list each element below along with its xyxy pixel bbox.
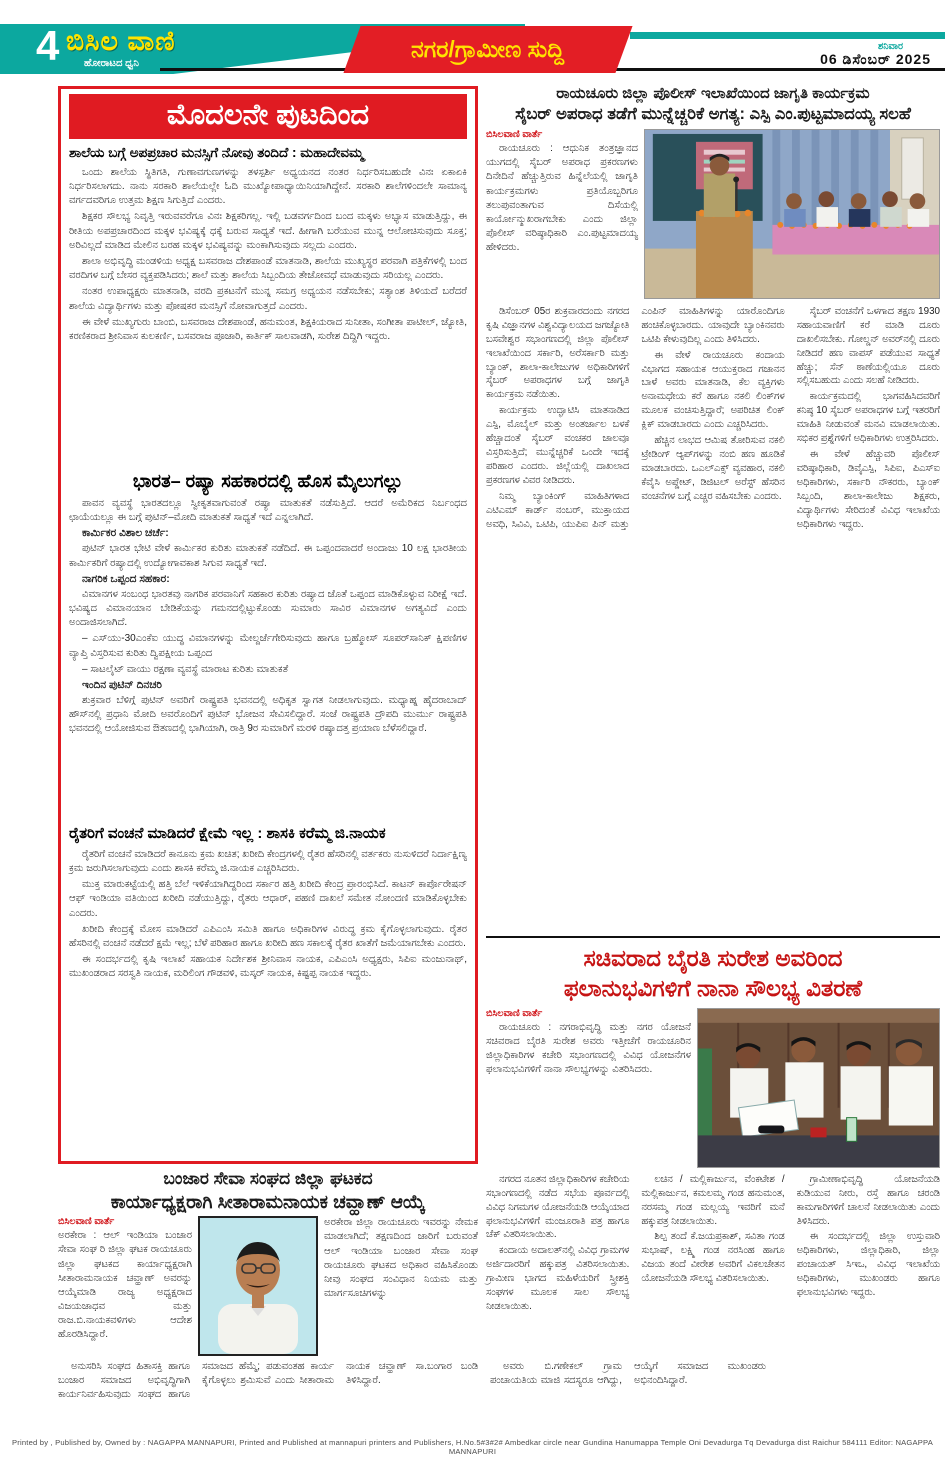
headline-line1: ರಾಯಚೂರು ಜಿಲ್ಲಾ ಪೊಲೀಸ್ ಇಲಾಖೆಯಿಂದ ಜಾಗೃತಿ ಕಾರ್ಯಕ್ರಮ (556, 85, 870, 102)
photo-minister-event (697, 1008, 940, 1168)
article-paragraph: ರಾಯಚೂರು : ಆಧುನಿಕ ತಂತ್ರಜ್ಞಾನದ ಯುಗದಲ್ಲಿ ಸೈಬರ್ ಅಪರಾಧ ಪ್ರಕರಣಗಳು ದಿನೇದಿನೆ ಹೆಚ್ಚುತ್ತಿರುವ ಹಿನ್ನೆಲೆಯಲ್ಲಿ ಜಾಗೃತಿ ಕಾರ್ಯಕ್ರಮಗಳು ಪ್ರತಿಯೊಬ್ಬರಿಗೂ ತಲುಪುವಂತಾಗುವ ದಿಸೆಯಲ್ಲಿ ಕಾರ್ಯೋನ್ಮುಖರಾಗಬೇಕು ಎಂದು ಜಿಲ್ಲಾ ಪೊಲೀಸ್ ವರಿಷ್ಠಾಧಿಕಾರಿ ಎಂ.ಪುಟ್ಟಮಾದಯ್ಯ ಹೇಳಿದರು. (486, 142, 638, 254)
article-minister-distribution (486, 944, 940, 1425)
article-paragraph: ಶಿಲ್ಪ ತಂದೆ ಕೆ.ಜಯಪ್ರಕಾಶ್, ಸವಿತಾ ಗಂಡ ಸುಭಾಷ್, ಲಕ್ಷ್ಮಿ ಗಂಡ ನರಸಿಂಹ ಹಾಗೂ ವಿಜಯ ತಂದೆ ವೀರೇಶ ಅವರಿಗೆ ವಿಕಲಚೇತನ ಯೋಜನೆಯಡಿ ಸೌಲಭ್ಯ ವಿತರಿಸಲಾಯಿತು. (641, 1231, 785, 1285)
article-paragraph: ನಗರದ ನೂತನ ಜಿಲ್ಲಾಧಿಕಾರಿಗಳ ಕಚೇರಿಯ ಸಭಾಂಗಣದಲ್ಲಿ ನಡೆದ ಸಭೆಯ ಪೂರ್ವದಲ್ಲಿ ವಿವಿಧ ನಿಗಮಗಳ ಯೋಜನೆಯಡಿ ಆಯ್ಕೆಯಾದ ಫಲಾನುಭವಿಗಳಿಗೆ ಮಂಜೂರಾತಿ ಪತ್ರ ಹಾಗೂ ಚೆಕ್ ವಿತರಿಸಲಾಯಿತು. (486, 1173, 630, 1241)
article-paragraph: ಹೆಚ್ಚಿನ ಲಾಭದ ಆಮಿಷ ತೋರಿಸುವ ನಕಲಿ ಟ್ರೇಡಿಂಗ್ ಆ್ಯಪ್‌ಗಳನ್ನು ನಂಬಿ ಹಣ ಹೂಡಿಕೆ ಮಾಡಬಾರದು. ಒಎಲ್‌ಎಕ್ಸ್ ವ್ಯವಹಾರ, ನಕಲಿ ಕೆವೈಸಿ ಅಪ್ಡೇಟ್, ಡಿಜಿಟಲ್ ಅರೆಸ್ಟ್ ಹೆಸರಿನ ವಂಚನೆಗಳ ಬಗ್ಗೆ ಎಚ್ಚರ ವಹಿಸಬೇಕು ಎಂದರು. (641, 435, 785, 502)
article-paragraph: ಒಂದು ಶಾಲೆಯ ಸ್ಥಿತಿಗತಿ, ಗುಣಾವಗುಣಗಳನ್ನು ತಳಸ್ಪರ್ಶಿ ಅಧ್ಯಯನದ ನಂತರ ನಿರ್ಧರಿಸಬಹುದೇ ವಿನಃ ಏಕಾಏಕಿ ನಿರ್ಧರಿಸಲಾಗದು. ನಾನು ಸರಕಾರಿ ಶಾಲೆಯಲ್ಲೇ ಓದಿ ಮುಖ್ಯೋಪಾಧ್ಯಾಯಿನಿಯಾಗಿದ್ದೇನೆ. ಸರಕಾರಿ ಶಾಲೆಗಳಿಂದಲೇ ಸಾಮಾನ್ಯ ವರ್ಗದವರಿಗೂ ಉತ್ತಮ ಶಿಕ್ಷಣ ಸಿಗುತ್ತಿದೆ ಎಂದರು. (69, 166, 467, 207)
article-paragraph: ವಿಮಾನಗಳ ಸಂಬಂಧ ಭಾರತವು ನಾಗರಿಕ ಪರವಾನಿಗೆ ಸಹಕಾರ ಕುರಿತು ರಷ್ಯಾದ ಜೊತೆ ಒಪ್ಪಂದ ಮಾಡಿಕೊಳ್ಳುವ ನಿರೀಕ್ಷೆ ಇದೆ. ಭವಿಷ್ಯದ ವಿಮಾನಯಾನ ಬೇಡಿಕೆಯನ್ನು ಗಮನದಲ್ಲಿಟ್ಟುಕೊಂಡು ಸುಮಾರು ಸಾವಿರ ವಿಮಾನಗಳ ಅಗತ್ಯವಿದೆ ಎಂದು ಅಂದಾಜಿಸಲಾಗಿದೆ. (69, 588, 467, 629)
article-paragraph: ನಿಮ್ಮ ಬ್ಯಾಂಕಿಂಗ್ ಮಾಹಿತಿಗಳಾದ ಎಟಿಎಮ್ ಕಾರ್ಡ್ ನಂಬರ್, ಮುಕ್ತಾಯದ ಅವಧಿ, ಸಿವಿವಿ, ಒಟಿಪಿ, ಯುಪಿಐ ಪಿನ್ ಮತ್ತು ಎಂಪಿನ್ ಮಾಹಿತಿಗಳನ್ನು ಯಾರೊಂದಿಗೂ ಹಂಚಿಕೊಳ್ಳಬಾರದು. ಯಾವುದೇ ಬ್ಯಾಂಕಿನವರು ಒಟಿಪಿ ಕೇಳುವುದಿಲ್ಲ ಎಂದು ತಿಳಿಸಿದರು. (486, 305, 785, 530)
section-title: ನಗರ/ಗ್ರಾಮೀಣ ಸುದ್ದಿ (411, 36, 565, 62)
front-page-continuation-box (58, 86, 478, 1164)
article-paragraph: ಪಾವನ ವ್ಯವಸ್ಥೆ ಭಾರತದಲ್ಲೂ ಸ್ವೀಕೃತವಾಗುವಂತೆ ರಷ್ಯಾ ಮಾತುಕತೆ ನಡೆಸುತ್ತಿದೆ. ಆದರೆ ಅಮೆರಿಕದ ನಿರ್ಬಂಧದ ಛಾಯೆಯಲ್ಲೂ ಈ ಬಗ್ಗೆ ಪುಟಿನ್–ಮೋದಿ ಮಾತುಕತೆ ಸಾಧ್ಯತೆ ಇದೆ ಎನ್ನಲಾಗಿದೆ. (69, 498, 467, 524)
article-tail-columns (58, 1360, 766, 1406)
article-paragraph: ಶುಕ್ರವಾರ ಬೆಳಿಗ್ಗೆ ಪುಟಿನ್ ಅವರಿಗೆ ರಾಷ್ಟ್ರಪತಿ ಭವನದಲ್ಲಿ ಅಧಿಕೃತ ಸ್ವಾಗತ ನೀಡಲಾಗುವುದು. ಮಧ್ಯಾಹ್ನ ಹೈದರಾಬಾದ್ ಹೌಸ್‌ನಲ್ಲಿ ಪ್ರಧಾನಿ ಮೋದಿ ಅವರೊಂದಿಗೆ ಪುಟಿನ್ ಭೋಜನ ಸೇವಿಸಲಿದ್ದಾರೆ. ಸಂಜೆ ರಾಷ್ಟ್ರಪತಿ ದ್ರೌಪದಿ ಮುರ್ಮು ರಾಷ್ಟ್ರಪತಿ ಭವನದಲ್ಲಿ ಆಯೋಜಿಸುವ ಔತಣದಲ್ಲಿ ಭಾಗಿಯಾಗಿ, ರಾತ್ರಿ 9ರ ಸುಮಾರಿಗೆ ಮರಳಿ ರಷ್ಯಾದತ್ತ ಪ್ರಯಾಣ ಬೆಳೆಸಲಿದ್ದಾರೆ. (69, 694, 467, 735)
article-paragraph: ರೈತರಿಗೆ ವಂಚನೆ ಮಾಡಿದರೆ ಕಾನೂನು ಕ್ರಮ ಖಚಿತ; ಖರೀದಿ ಕೇಂದ್ರಗಳಲ್ಲಿ ರೈತರ ಹೆಸರಿನಲ್ಲಿ ವರ್ತಕರು ನುಸುಳಿದರೆ ನಿರ್ದಾಕ್ಷಿಣ್ಯ ಕ್ರಮ ಜರುಗಿಸಲಾಗುವುದು ಎಂದು ಶಾಸಕಿ ಕರೆಮ್ಮ ಜಿ.ನಾಯಕ ಎಚ್ಚರಿಸಿದರು. (69, 848, 467, 874)
photo-cyber-event-illustration (645, 130, 939, 298)
headline-line2: ಫಲಾನುಭವಿಗಳಿಗೆ ನಾನಾ ಸೌಲಭ್ಯ ವಿತರಣೆ (563, 974, 863, 1001)
article-paragraph: ಈ ಸಂದರ್ಭದಲ್ಲಿ ಜಿಲ್ಲಾ ಉಸ್ತುವಾರಿ ಅಧಿಕಾರಿಗಳು, ಜಿಲ್ಲಾಧಿಕಾರಿ, ಜಿಲ್ಲಾ ಪಂಚಾಯತ್ ಸಿಇಒ, ವಿವಿಧ ಇಲಾಖೆಯ ಅಧಿಕಾರಿಗಳು, ಮುಖಂಡರು ಹಾಗೂ ಫಲಾನುಭವಿಗಳು ಇದ್ದರು. (796, 1231, 940, 1299)
article-paragraph: ಅರಕೇರಾ ಜಿಲ್ಲಾ ರಾಯಚೂರು ಇವರನ್ನು ನೇಮಕ ಮಾಡಲಾಗಿದೆ; ತಕ್ಷಣದಿಂದ ಜಾರಿಗೆ ಬರುವಂತೆ ಆಲ್ ಇಂಡಿಯಾ ಬಂಜಾರ ಸೇವಾ ಸಂಘ ರಾಯಚೂರು ಘಟಕದ ಅಧಿಕಾರ ವಹಿಸಿಕೊಂಡು ನೀವು ಸಂಘದ ಸಂವಿಧಾನ ನಿಯಮ ಮತ್ತು ಮಾರ್ಗಸೂಚಿಗಳನ್ನು (324, 1217, 478, 1300)
teal-strip (630, 32, 945, 39)
list-item: ಇಂದಿನ ಪುಟಿನ್ ದಿನಚರಿ (82, 678, 162, 691)
headline-line2: ಕಾರ್ಯಾಧ್ಯಕ್ಷರಾಗಿ ಸೀತಾರಾಮನಾಯಕ ಚವ್ಹಾಣ್ ಆಯ್ಕೆ (110, 1191, 426, 1213)
left-text-column (58, 1216, 192, 1356)
list-item: – ಎಸ್‌ಯು-30ಎಂಕೆಐ ಯುದ್ಧ ವಿಮಾನಗಳನ್ನು ಮೇಲ್ದರ್ಜೆಗೇರಿಸುವುದು ಹಾಗೂ ಬ್ರಹ್ಮೋಸ್ ಸೂಪರ್‌ಸಾನಿಕ್ ಕ್ಷಿಪಣಿಗಳ ವ್ಯಾಪ್ತಿ ವಿಸ್ತರಿಸುವ ಕುರಿತು ದ್ವಿಪಕ್ಷೀಯ ಒಪ್ಪಂದ (69, 633, 467, 659)
portrait-illustration (200, 1218, 316, 1354)
article-paragraph: ಕಂದಾಯ ಅದಾಲತ್‌ನಲ್ಲಿ ವಿವಿಧ ಗ್ರಾಮಗಳ ಅರ್ಜಿದಾರರಿಗೆ ಹಕ್ಕುಪತ್ರ ವಿತರಿಸಲಾಯಿತು. ಗ್ರಾಮೀಣ ಭಾಗದ ಮಹಿಳೆಯರಿಗೆ ಸ್ತ್ರೀಶಕ್ತಿ ಸಂಘಗಳ ಮೂಲಕ ಸಾಲ ಸೌಲಭ್ಯ ನೀಡಲಾಯಿತು. (486, 1245, 630, 1312)
imprint-line: Printed by , Published by, Owned by : NAGAPPA MANNAPURI, Printed and Published at mannapuri printers and Publishers, H.No.5#3#2# Ambedkar circle near Gundina Hanumappa Temple Oni Devadurga Tq Devadurga dist Raichur 584111 Editor: NAGAPPA MANNAPURI (12, 1438, 933, 1456)
article-paragraph: ಲಚಿನ / ಮಲ್ಲಿಕಾರ್ಜುನ, ವೆಂಕಟೇಶ / ಮಲ್ಲಿಕಾರ್ಜುನ, ಕಮಲಮ್ಮ ಗಂಡ ಹನುಮಂತ, ನರಸಮ್ಮ ಗಂಡ ಮಲ್ಲಯ್ಯ ಇವರಿಗೆ ಮನೆ ಹಕ್ಕುಪತ್ರ ನೀಡಲಾಯಿತು. (641, 1173, 785, 1227)
article-subhead: ರೈತರಿಗೆ ವಂಚನೆ ಮಾಡಿದರೆ ಕ್ಷೇಮೆ ಇಲ್ಲ : ಶಾಸಕಿ ಕರೆಮ್ಮ ಜಿ.ನಾಯಕ (69, 825, 386, 842)
sub-label: ನಾಗರಿಕ ಒಪ್ಪಂದ ಸಹಕಾರ: (82, 572, 170, 585)
byline: ಬಿಸಿಲವಾಣಿ ವಾರ್ತೆ (58, 1216, 115, 1228)
photo-minister-event-illustration (698, 1009, 939, 1167)
article-paragraph: ಕಾರ್ಯಕ್ರಮ ಉದ್ಘಾಟಿಸಿ ಮಾತನಾಡಿದ ಎಸ್ಪಿ, ಮೊಬೈಲ್ ಮತ್ತು ಅಂತರ್ಜಾಲ ಬಳಕೆ ಹೆಚ್ಚಾದಂತೆ ಸೈಬರ್ ವಂಚಕರ ಜಾಲವೂ ವಿಸ್ತರಿಸುತ್ತಿದೆ; ಮುನ್ನೆಚ್ಚರಿಕೆ ಒಂದೇ ಇದಕ್ಕೆ ಪರಿಹಾರ ಎಂದರು. ಜಿಲ್ಲೆಯಲ್ಲಿ ದಾಖಲಾದ ಪ್ರಕರಣಗಳ ವಿವರ ನೀಡಿದರು. (486, 405, 630, 486)
issue-date: 06 ಡಿಸೆಂಬರ್ 2025 (820, 51, 931, 67)
article-india-russia (69, 471, 467, 819)
article-school-clarification (69, 145, 467, 463)
article-subhead: ಶಾಲೆಯ ಬಗ್ಗೆ ಅಪಪ್ರಚಾರ ಮನಸ್ಸಿಗೆ ನೋವು ತಂದಿದೆ : ಮಹಾದೇವಮ್ಮ (69, 145, 364, 160)
sub-label: ಕಾರ್ಮಿಕರ ವಿಶಾಲ ಚರ್ಚೆ: (82, 527, 169, 540)
article-paragraph: ಈ ವೇಳೆ ಹೆಚ್ಚುವರಿ ಪೊಲೀಸ್ ವರಿಷ್ಠಾಧಿಕಾರಿ, ಡಿವೈಎಸ್ಪಿ, ಸಿಪಿಐ, ಪಿಎಸ್ಐ ಅಧಿಕಾರಿಗಳು, ಸರ್ಕಾರಿ ನೌಕರರು, ಬ್ಯಾಂಕ್ ಸಿಬ್ಬಂದಿ, ಶಾಲಾ-ಕಾಲೇಜು ಶಿಕ್ಷಕರು, ವಿದ್ಯಾರ್ಥಿಗಳು ಸೇರಿದಂತೆ ವಿವಿಧ ಇಲಾಖೆಯ ಅಧಿಕಾರಿಗಳು ಇದ್ದರು. (796, 449, 940, 530)
headline-line1: ಸಚಿವರಾದ ಬೈರತಿ ಸುರೇಶ ಅವರಿಂದ (583, 945, 843, 971)
portrait-seetharamanayaka (198, 1216, 318, 1356)
headline-line1: ಬಂಜಾರ ಸೇವಾ ಸಂಘದ ಜಿಲ್ಲಾ ಘಟಕದ (163, 1169, 373, 1188)
article-paragraph: ಶಿಕ್ಷಕರ ಸೌಲಭ್ಯ ನಿವೃತ್ತಿ ಇರುವವರೆಗೂ ವಿನಃ ಶಿಕ್ಷಕರಿಗಲ್ಲ. ಇಲ್ಲಿ ಬಡವರ್ಗದಿಂದ ಬಂದ ಮಕ್ಕಳು ಅಭ್ಯಾಸ ಮಾಡುತ್ತಿದ್ದು, ಈ ರೀತಿಯ ಅಪಪ್ರಚಾರದಿಂದ ಮಕ್ಕಳ ಭವಿಷ್ಯಕ್ಕೆ ಧಕ್ಕೆ ಬರುವ ಸಾಧ್ಯತೆ ಇದೆ. ಹೀಗಾಗಿ ಬರೆಯುವ ಮುನ್ನ ಆಲೋಚಿಸುವುದು ಸೂಕ್ತ; ಅರಿವಿಲ್ಲದೆ ಮಾಡಿದ ಮೇಲಿನ ಬರಹ ಮಕ್ಕಳ ಭವಿಷ್ಯವನ್ನು ಮಂಕಾಗಿಸುವುದು ಸಲ್ಲದು ಎಂದರು. (69, 211, 467, 251)
article-body-columns (486, 305, 940, 913)
article-paragraph: ಗ್ರಾಮೀಣಾಭಿವೃದ್ಧಿ ಯೋಜನೆಯಡಿ ಕುಡಿಯುವ ನೀರು, ರಸ್ತೆ ಹಾಗೂ ಚರಂಡಿ ಕಾಮಗಾರಿಗಳಿಗೆ ಚಾಲನೆ ನೀಡಲಾಯಿತು ಎಂದು ತಿಳಿಸಿದರು. (796, 1173, 940, 1227)
article-body-columns (486, 1173, 940, 1391)
article-paragraph: ಅವರು ಬಿ.ಗಣೇಕಲ್ ಗ್ರಾಮ ಪಂಚಾಯತಿಯ ಮಾಜಿ ಸದಸ್ಯರೂ ಆಗಿದ್ದು, ಆಯ್ಕೆಗೆ ಸಮಾಜದ ಮುಖಂಡರು ಅಭಿನಂದಿಸಿದ್ದಾರೆ. (490, 1361, 766, 1387)
byline: ಬಿಸಿಲವಾಣಿ ವಾರ್ತೆ (486, 1007, 543, 1019)
article-lead-row (58, 1216, 478, 1356)
article-paragraph: ಈ ವೇಳೆ ಮುಖ್ಯಗುರು ಬಾಂಬಿ, ಬಸವರಾಜ ದೇಶಪಾಂಡೆ, ಹನುಮಂತ, ಶಿಕ್ಷಕಿಯರಾದ ಸುನೀತಾ, ಸಂಗೀತಾ ಪಾಟೀಲ್, ಜ್ಯೋತಿ, ಕರಣಿಕರಾದ ಶ್ರೀನಿವಾಸ ಕುಲಕರ್ಣಿ, ಬಸವರಾಜ ಪೂಜಾರಿ, ಕಾರ್ತಿಕ್ ಸಾಲವಾಡಗಿ, ಸುರೇಶ ದಿದ್ದಿಗಿ ಇದ್ದರು. (69, 316, 467, 342)
article-lead-row (486, 129, 940, 299)
article-subhead: ಭಾರತ– ರಷ್ಯಾ ಸಹಕಾರದಲ್ಲಿ ಹೊಸ ಮೈಲುಗಲ್ಲು (132, 471, 404, 491)
masthead-bar (0, 24, 945, 76)
intro-column (486, 1008, 691, 1168)
continuation-banner: ಮೊದಲನೇ ಪುಟದಿಂದ (69, 94, 467, 139)
article-lead-row (486, 1008, 940, 1168)
weekday-label: ಶನಿವಾರ (878, 41, 903, 52)
article-paragraph: ಅನುಸರಿಸಿ ಸಂಘದ ಹಿತಾಸಕ್ತಿ ಹಾಗೂ ಬಂಜಾರ ಸಮಾಜದ ಅಭಿವೃದ್ಧಿಗಾಗಿ ಕಾರ್ಯನಿರ್ವಹಿಸುವುದು ಸಂಘದ ಹಾಗೂ ಸಮಾಜದ ಹೆಮ್ಮೆ; ಪಡುವಂತಹ ಕಾರ್ಯ ಕೈಗೊಳ್ಳಲು ಶ್ರಮಿಸುವೆ ಎಂದು ಸೀತಾರಾಮ ನಾಯಕ ಚವ್ಹಾಣ್ ಸಾ.ಬಂಗಾರ ಬಂಡಿ ತಿಳಿಸಿದ್ದಾರೆ. (58, 1361, 478, 1400)
article-farmers-warning (69, 825, 467, 1125)
article-paragraph: ಶಾಲಾ ಅಭಿವೃದ್ಧಿ ಮಂಡಳಿಯ ಅಧ್ಯಕ್ಷ ಬಸವರಾಜ ದೇಶಪಾಂಡೆ ಮಾತನಾಡಿ, ಶಾಲೆಯ ಮುಖ್ಯಸ್ಥರ ಪರವಾಗಿ ಪತ್ರಿಕೆಗಳಲ್ಲಿ ಬಂದ ವರದಿಗಳ ಬಗ್ಗೆ ಬೇಸರ ವ್ಯಕ್ತಪಡಿಸಿದರು; ಶಾಲೆ ಮತ್ತು ಶಾಲೆಯ ಸಿಬ್ಬಂದಿಯ ತೇಜೋವಧೆ ಮಾಡುವುದು ಸರಿಯಲ್ಲ ಎಂದರು. (69, 256, 467, 282)
section-banner (343, 26, 632, 73)
article-paragraph: ಪುಟಿನ್ ಭಾರತ ಭೇಟಿ ವೇಳೆ ಕಾರ್ಮಿಕರ ಕುರಿತು ಮಾತುಕತೆ ನಡೆದಿದೆ. ಈ ಒಪ್ಪಂದವಾದರೆ ಅಂದಾಜು 10 ಲಕ್ಷ ಭಾರತೀಯ ಕಾರ್ಮಿಕರಿಗೆ ರಷ್ಯಾದಲ್ಲಿ ಉದ್ಯೋಗಾವಕಾಶ ಸಿಗುವ ಸಾಧ್ಯತೆ ಇದೆ. (69, 543, 467, 569)
article-paragraph: ಡಿಸೆಂಬರ್ 05ರ ಶುಕ್ರವಾರದಂದು ನಗರದ ಕೃಷಿ ವಿಜ್ಞಾನಗಳ ವಿಶ್ವವಿದ್ಯಾಲಯದ ಜಗಜ್ಯೋತಿ ಬಸವೇಶ್ವರ ಸಭಾಂಗಣದಲ್ಲಿ ಜಿಲ್ಲಾ ಪೊಲೀಸ್ ಇಲಾಖೆಯಿಂದ ಸರ್ಕಾರಿ, ಅರೆಸರ್ಕಾರಿ ಮತ್ತು ಬ್ಯಾಂಕ್, ಶಾಲಾ-ಕಾಲೇಜುಗಳ ಅಧಿಕಾರಿಗಳಿಗೆ ಸೈಬರ್ ಅಪರಾಧಗಳ ಬಗ್ಗೆ ಜಾಗೃತಿ ಕಾರ್ಯಕ್ರಮ ನಡೆಯಿತು. (486, 305, 630, 401)
article-paragraph: ರಾಯಚೂರು : ನಗರಾಭಿವೃದ್ಧಿ ಮತ್ತು ನಗರ ಯೋಜನೆ ಸಚಿವರಾದ ಬೈರತಿ ಸುರೇಶ ಅವರು ಇತ್ತೀಚೆಗೆ ರಾಯಚೂರಿನ ಜಿಲ್ಲಾಧಿಕಾರಿಗಳ ಕಚೇರಿ ಸಭಾಂಗಣದಲ್ಲಿ ವಿವಿಧ ಯೋಜನೆಗಳ ಫಲಾನುಭವಿಗಳಿಗೆ ನಾನಾ ಸೌಲಭ್ಯಗಳನ್ನು ವಿತರಿಸಿದರು. (486, 1021, 691, 1076)
right-text-column (324, 1216, 478, 1356)
list-item: – ಸಾಟಲೈಟ್ ವಾಯು ರಕ್ಷಣಾ ವ್ಯವಸ್ಥೆ ಮಾರಾಟ ಕುರಿತು ಮಾತುಕತೆ (82, 663, 289, 675)
photo-cyber-event (644, 129, 940, 299)
article-paragraph: ಸೈಬರ್ ವಂಚನೆಗೆ ಒಳಗಾದ ತಕ್ಷಣ 1930 ಸಹಾಯವಾಣಿಗೆ ಕರೆ ಮಾಡಿ ದೂರು ದಾಖಲಿಸಬೇಕು. ಗೋಲ್ಡನ್ ಅವರ್‌ನಲ್ಲಿ ದೂರು ನೀಡಿದರೆ ಹಣ ವಾಪಸ್ ಪಡೆಯುವ ಸಾಧ್ಯತೆ ಹೆಚ್ಚು; ಸೆನ್ ಠಾಣೆಯಲ್ಲಿಯೂ ದೂರು ಸಲ್ಲಿಸಬಹುದು ಎಂದು ಸಲಹೆ ನೀಡಿದರು. (796, 305, 940, 387)
article-paragraph: ಈ ವೇಳೆ ರಾಯಚೂರು ಕಂದಾಯ ವಿಭಾಗದ ಸಹಾಯಕ ಆಯುಕ್ತರಾದ ಗಜಾನನ ಬಾಳೆ ಅವರು ಮಾತನಾಡಿ, ಕೆಲ ವ್ಯಕ್ತಿಗಳು ಅನಾಮಧೇಯ ಕರೆ ಹಾಗೂ ನಕಲಿ ಲಿಂಕ್‌ಗಳ ಮೂಲಕ ವಂಚಿಸುತ್ತಿದ್ದಾರೆ; ಅಪರಿಚಿತ ಲಿಂಕ್ ಕ್ಲಿಕ್ ಮಾಡಬಾರದು ಎಂದು ಎಚ್ಚರಿಸಿದರು. (641, 349, 785, 431)
article-paragraph: ಅರಕೇರಾ : ಆಲ್ ಇಂಡಿಯಾ ಬಂಜಾರ ಸೇವಾ ಸಂಘ ರಿ ಜಿಲ್ಲಾ ಘಟಕ ರಾಯಚೂರು ಜಿಲ್ಲಾ ಘಟಕದ ಕಾರ್ಯಾಧ್ಯಕ್ಷರಾಗಿ ಸೀತಾರಾಮನಾಯಕ ಚವ್ಹಾಣ್ ಅವರನ್ನು ಆಯ್ಕೆಮಾಡಿ ರಾಜ್ಯ ಅಧ್ಯಕ್ಷರಾದ ವಿಜಯಜಾಧವ ಮತ್ತು ರಾಜ.ಬಿ.ನಾಯಕವಳಿಗಳು ಆದೇಶ ಹೊರಡಿಸಿದ್ದಾರೆ. (58, 1230, 192, 1341)
article-paragraph: ಖರೀದಿ ಕೇಂದ್ರಕ್ಕೆ ಮೋಸ ಮಾಡಿದರೆ ಎಪಿಎಂಸಿ ಸಮಿತಿ ಹಾಗೂ ಅಧಿಕಾರಿಗಳ ವಿರುದ್ಧ ಕ್ರಮ ಕೈಗೊಳ್ಳಲಾಗುವುದು. ರೈತರ ಹೆಸರಿನಲ್ಲಿ ವಂಚನೆ ನಡೆದರೆ ಕ್ಷಮೆ ಇಲ್ಲ; ಬೆಳೆ ಪರಿಹಾರ ಹಾಗೂ ಖರೀದಿ ಹಣ ಸಕಾಲಕ್ಕೆ ರೈತರ ಖಾತೆಗೆ ಜಮೆಯಾಗಬೇಕು ಎಂದರು. (69, 923, 467, 949)
article-paragraph: ನಂತರ ಉಪಾಧ್ಯಕ್ಷರು ಮಾತನಾಡಿ, ವರದಿ ಪ್ರಕಟನೆಗೆ ಮುನ್ನ ಸಮಗ್ರ ಅಧ್ಯಯನ ನಡೆಸಬೇಕು; ಸತ್ಯಾಂಶ ತಿಳಿಯದೆ ಬರೆದರೆ ಶಾಲೆಯ ವಿದ್ಯಾರ್ಥಿಗಳು ಮತ್ತು ಪೋಷಕರ ಮನಸ್ಸಿಗೆ ನೋವಾಗುತ್ತದೆ ಎಂದರು. (69, 286, 467, 312)
intro-column (486, 129, 638, 299)
article-paragraph: ಕಾರ್ಯಕ್ರಮದಲ್ಲಿ ಭಾಗವಹಿಸಿದವರಿಗೆ ಕನಿಷ್ಠ 10 ಸೈಬರ್ ಅಪರಾಧಗಳ ಬಗ್ಗೆ ಇತರರಿಗೆ ಮಾಹಿತಿ ನೀಡುವಂತೆ ಮನವಿ ಮಾಡಲಾಯಿತು. ಸಭಿಕರ ಪ್ರಶ್ನೆಗಳಿಗೆ ಅಧಿಕಾರಿಗಳು ಉತ್ತರಿಸಿದರು. (796, 391, 940, 445)
page-number: 4 (36, 22, 60, 69)
newspaper-tagline: ಹೋರಾಟದ ಧ್ವನಿ (84, 58, 139, 69)
newspaper-title: ಬಿಸಿಲ ವಾಣಿ (66, 26, 176, 56)
article-paragraph: ಈ ಸಂದರ್ಭದಲ್ಲಿ ಕೃಷಿ ಇಲಾಖೆ ಸಹಾಯಕ ನಿರ್ದೇಶಕ ಶ್ರೀನಿವಾಸ ನಾಯಕ, ಎಪಿಎಂಸಿ ಅಧ್ಯಕ್ಷರು, ಸಿಪಿಐ ಮಂಜುನಾಥ್, ಮುಖಂಡರಾದ ಸರಸ್ವತಿ ನಾಯಕ, ಮರಿಲಿಂಗ ಗೌಡವಳಿ, ಮಸ್ಕರ್ ನಾಯಕ, ಕಿಷ್ಟಪ್ಪ ನಾಯಕ ಇದ್ದರು. (69, 954, 467, 980)
article-cyber-awareness (486, 84, 940, 938)
byline: ಬಿಸಿಲವಾಣಿ ವಾರ್ತೆ (486, 128, 543, 140)
headline-line2: ಸೈಬರ್ ಅಪರಾಧ ತಡೆಗೆ ಮುನ್ನೆಚ್ಚರಿಕೆ ಅಗತ್ಯ: ಎಸ್ಪಿ ಎಂ.ಪುಟ್ಟಮಾದಯ್ಯ ಸಲಹೆ (515, 104, 911, 123)
article-paragraph: ಮುಕ್ತ ಮಾರುಕಟ್ಟೆಯಲ್ಲಿ ಹತ್ತಿ ಬೆಲೆ ಇಳಿಕೆಯಾಗಿದ್ದರಿಂದ ಸರ್ಕಾರ ಹತ್ತಿ ಖರೀದಿ ಕೇಂದ್ರ ಪ್ರಾರಂಭಿಸಿದೆ. ಕಾಟನ್ ಕಾರ್ಪೊರೇಷನ್ ಆಫ್ ಇಂಡಿಯಾ ವತಿಯಿಂದ ಖರೀದಿ ನಡೆಯುತ್ತಿದ್ದು, ರೈತರು ಆಧಾರ್, ಪಹಣಿ ದಾಖಲೆ ಸಮೇತ ನೋಂದಣಿ ಮಾಡಿಕೊಳ್ಳಬೇಕು ಎಂದರು. (69, 879, 467, 919)
